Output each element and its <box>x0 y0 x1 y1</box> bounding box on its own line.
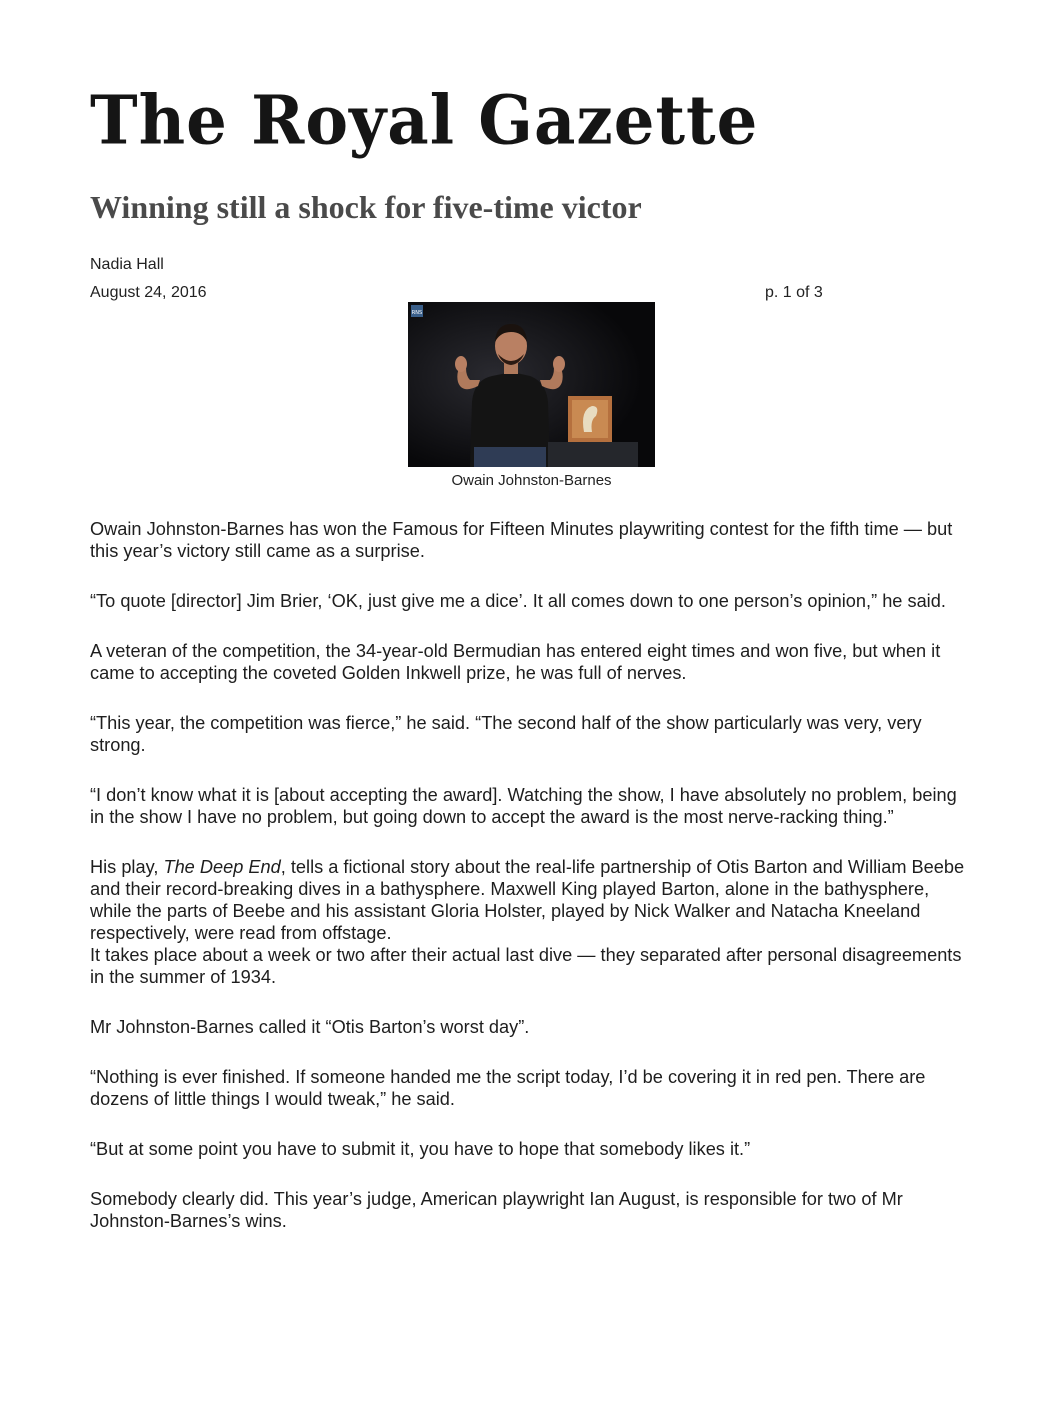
publish-date: August 24, 2016 <box>90 284 207 301</box>
paragraph: Mr Johnston-Barnes called it “Otis Barton’s worst day”. <box>90 1017 530 1037</box>
masthead-logo: The Royal Gazette <box>90 81 759 161</box>
page-number: p. 1 of 3 <box>765 284 823 301</box>
paragraph <box>90 856 970 944</box>
article-photo <box>408 302 655 467</box>
paragraph: “Nothing is ever finished. If someone handed me the script today, I’d be covering it in red pen. There are dozens of little things I would tweak,” he said. <box>90 1067 926 1109</box>
author-byline: Nadia Hall <box>90 256 164 273</box>
paragraph: “This year, the competition was fierce,” he said. “The second half of the show particularly was very, very strong. <box>90 713 922 755</box>
paragraph: Somebody clearly did. This year’s judge, American playwright Ian August, is responsible for two of Mr Johnston-Barnes’s wins. <box>90 1189 903 1231</box>
paragraph: “To quote [director] Jim Brier, ‘OK, just give me a dice’. It all comes down to one person’s opinion,” he said. <box>90 591 946 611</box>
headline: Winning still a shock for five-time victor <box>90 189 642 225</box>
paragraph: A veteran of the competition, the 34-year-old Bermudian has entered eight times and won five, but when it came to accepting the coveted Golden Inkwell prize, he was full of nerves. <box>90 641 941 683</box>
paragraph: Owain Johnston-Barnes has won the Famous for Fifteen Minutes playwriting contest for the fifth time — but this year’s victory still came as a surprise. <box>90 519 953 561</box>
text-run: , tells a fictional story about the real-life partnership of Otis Barton and William Beebe and their record-breaking dives in a bathysphere. Maxwell King played Barton, alone in the bathysphere, while the parts of Beebe and his assistant Gloria Holster, played by Nick Walker and Natacha Kneeland respectively, were read from offstage. <box>90 857 965 943</box>
article-body <box>90 518 970 1232</box>
photo-badge: RNS <box>411 310 423 316</box>
photo-caption: Owain Johnston-Barnes <box>451 472 612 489</box>
play-title: The Deep End <box>163 857 281 877</box>
paragraph: “I don’t know what it is [about accepting the award]. Watching the show, I have absolutely no problem, being in the show I have no problem, but going down to accept the award is the most nerve-racking thing.” <box>90 785 957 827</box>
photo-illustration <box>408 302 655 467</box>
paragraph: It takes place about a week or two after their actual last dive — they separated after personal disagreements in the summer of 1934. <box>90 945 962 987</box>
paragraph: “But at some point you have to submit it, you have to hope that somebody likes it.” <box>90 1139 751 1159</box>
text-run: His play, <box>90 857 164 877</box>
